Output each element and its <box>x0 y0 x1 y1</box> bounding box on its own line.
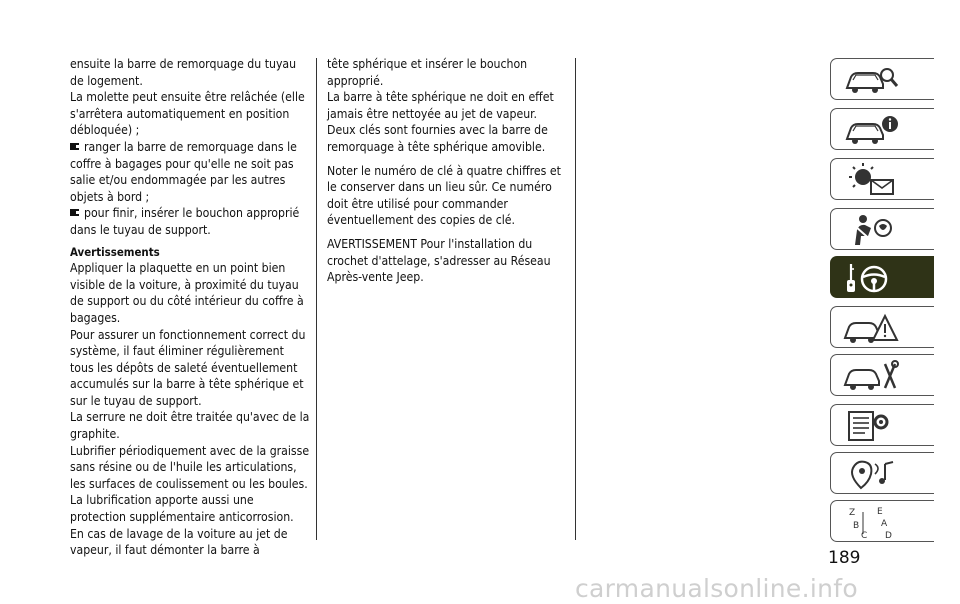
paragraph: Appliquer la plaquette en un point bien visible de la voiture, à proximité du tuyau de support ou du côté intérieur du coffre à bagages. <box>70 261 304 325</box>
chapter-tab-emergency[interactable] <box>830 306 934 348</box>
paragraph: Deux clés sont fournies avec la barre de remorquage à tête sphérique amovible. <box>327 123 548 154</box>
car-crash-warning-icon <box>841 310 901 346</box>
paragraph: La barre à tête sphérique ne doit en effet jamais être nettoyée au jet de vapeur. <box>327 90 554 121</box>
chapter-tab-safety[interactable] <box>830 208 934 250</box>
chapter-tab-multimedia[interactable] <box>830 452 934 494</box>
chapter-tab-dashboard[interactable] <box>830 108 934 150</box>
paragraph: ensuite la barre de remorquage du tuyau de logement. <box>70 57 297 88</box>
bullet-text: ranger la barre de remorquage dans le coffre à bagages pour qu'elle ne soit pas salie et/ou endommagée par les autres objets à bord ; <box>70 139 297 204</box>
left-text-column <box>70 56 310 559</box>
bullet-item <box>70 139 310 205</box>
car-service-tools-icon <box>841 358 901 394</box>
paragraph: tête sphérique et insérer le bouchon approprié. <box>327 57 528 88</box>
index-letter: A <box>881 519 888 529</box>
paragraph: Pour assurer un fonctionnement correct du système, il faut éliminer régulièrement tous les dépôts de saleté éventuellement accumulés sur la barre à tête sphérique et sur le tuyau de support. <box>70 327 306 408</box>
paragraph: La molette peut ensuite être relâchée (elle s'arrêtera automatiquement en position débloquée) ; <box>70 90 305 138</box>
multimedia-music-icon <box>841 456 901 492</box>
section-heading: Avertissements <box>70 244 160 259</box>
index-letters-icon <box>841 504 901 540</box>
bullet-text: pour finir, insérer le bouchon approprié dans le tuyau de support. <box>70 206 300 237</box>
page-number: 189 <box>828 548 861 568</box>
index-letter: C <box>861 531 868 540</box>
paragraph: Noter le numéro de clé à quatre chiffres et le conserver dans un lieu sûr. Ce numéro doit être utilisé pour commander éventuellement des copies de clé. <box>327 163 561 228</box>
key-steering-wheel-icon <box>841 260 901 296</box>
right-text-column <box>327 56 567 286</box>
bullet-item <box>70 205 310 238</box>
specifications-gear-icon <box>841 408 901 444</box>
car-search-icon <box>841 62 901 98</box>
warning-paragraph: AVERTISSEMENT Pour l'installation du crochet d'attelage, s'adresser au Réseau Après-vente Jeep. <box>327 236 551 285</box>
index-letter: D <box>885 531 892 540</box>
paragraph: Lubrifier périodiquement avec de la graisse sans résine ou de l'huile les articulations, les surfaces de coulissement ou les boules. La lubrification apporte aussi une protection supplémentaire anticorrosion. <box>70 443 310 525</box>
paragraph: La serrure ne doit être traitée qu'avec de la graphite. <box>70 410 310 442</box>
chapter-tab-technical-data[interactable] <box>830 404 934 446</box>
car-info-icon <box>841 112 901 148</box>
bullet-icon <box>70 208 79 217</box>
column-divider <box>575 58 576 540</box>
column-divider <box>316 58 317 540</box>
index-letter: E <box>877 507 883 517</box>
index-letter: Z <box>849 508 856 518</box>
bullet-icon <box>70 142 79 151</box>
chapter-tab-starting-driving[interactable] <box>830 256 934 298</box>
paragraph: En cas de lavage de la voiture au jet de vapeur, il faut démonter la barre à <box>70 526 288 558</box>
chapter-tab-getting-to-know[interactable] <box>830 58 934 100</box>
seatbelt-airbag-icon <box>841 212 901 248</box>
chapter-tab-index[interactable] <box>830 500 934 542</box>
chapter-tab-warning-lights[interactable] <box>830 158 934 200</box>
index-letter: B <box>853 521 860 531</box>
watermark: carmanualsonline.info <box>575 574 858 603</box>
warning-light-message-icon <box>841 162 901 198</box>
chapter-tab-servicing[interactable] <box>830 354 934 396</box>
